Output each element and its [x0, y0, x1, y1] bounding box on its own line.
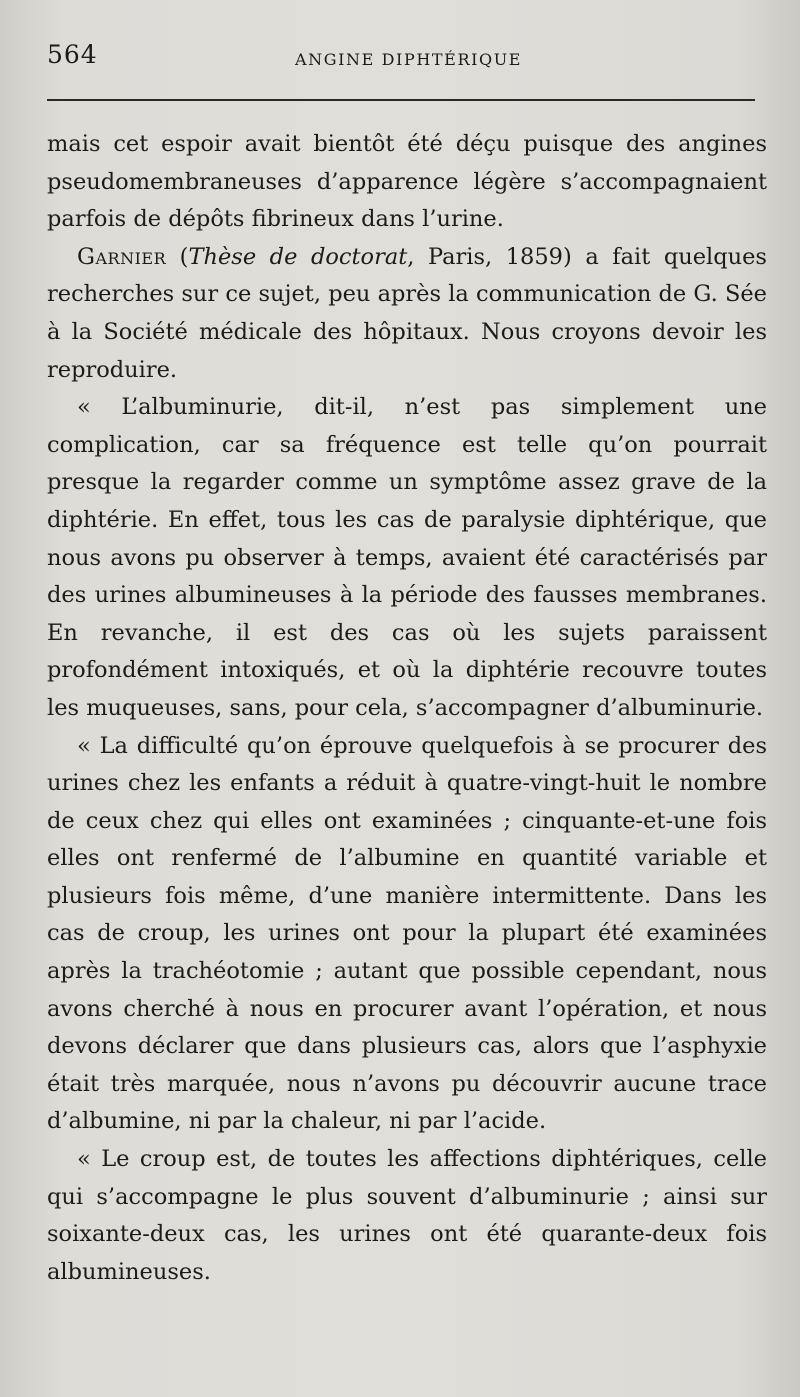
quote-paragraph-croup: « Le croup est, de toutes les affections diphtériques, celle qui s’accompagne le plus souvent d’albuminurie ; ainsi sur soixante-deux cas, les urines ont été quarante-deux fois albumineuses.	[47, 1146, 767, 1285]
body-text	[47, 126, 767, 1291]
running-title: ANGINE DIPHTÉRIQUE	[295, 50, 523, 69]
paragraph-garnier	[47, 239, 767, 389]
cited-work-title: Thèse de doctorat	[188, 243, 408, 270]
header-rule	[47, 99, 755, 101]
page-header	[47, 38, 757, 78]
paragraph-garnier-text: , Paris, 1859) a fait quelques recherches sur ce sujet, peu après la communication de G. Sée à la Société médicale des hôpitaux. Nous croyons devoir les reproduire.	[47, 243, 767, 383]
quote-paragraph-albuminurie: « L’albuminurie, dit-il, n’est pas simplement une complication, car sa fréquence est telle qu’on pourrait presque la regarder comme un symptôme assez grave de la diphtérie. En effet, tous les cas de paralysie diphtérique, que nous avons pu observer à temps, avaient été caractérisés par des urines albumineuses à la période des fausses membranes. En revanche, il est des cas où les sujets paraissent profondément intoxiqués, et où la diphtérie recouvre toutes les muqueuses, sans, pour cela, s’accompagner d’albuminurie.	[47, 394, 767, 721]
quote-paragraph-difficulte: « La difficulté qu’on éprouve quelquefois à se procurer des urines chez les enfants a réduit à quatre-vingt-huit le nombre de ceux chez qui elles ont examinées ; cinquante-et-une fois elles ont renfermé de l’albumine en quantité variable et plusieurs fois même, d’une manière intermittente. Dans les cas de croup, les urines ont pour la plupart été examinées après la trachéotomie ; autant que possible cependant, nous avons cherché à nous en procurer avant l’opération, et nous devons déclarer que dans plusieurs cas, alors que l’asphyxie était très marquée, nous n’avons pu découvrir aucune trace d’albumine, ni par la chaleur, ni par l’acide.	[47, 732, 767, 1135]
paragraph-continuation: mais cet espoir avait bientôt été déçu puisque des angines pseudomembraneuses d’apparence légère s’accompagnaient parfois de dépôts fibrineux dans l’urine.	[47, 131, 767, 233]
page-number: 564	[47, 40, 98, 69]
citation-open: (	[166, 243, 189, 270]
author-name: Garnier	[77, 243, 167, 270]
